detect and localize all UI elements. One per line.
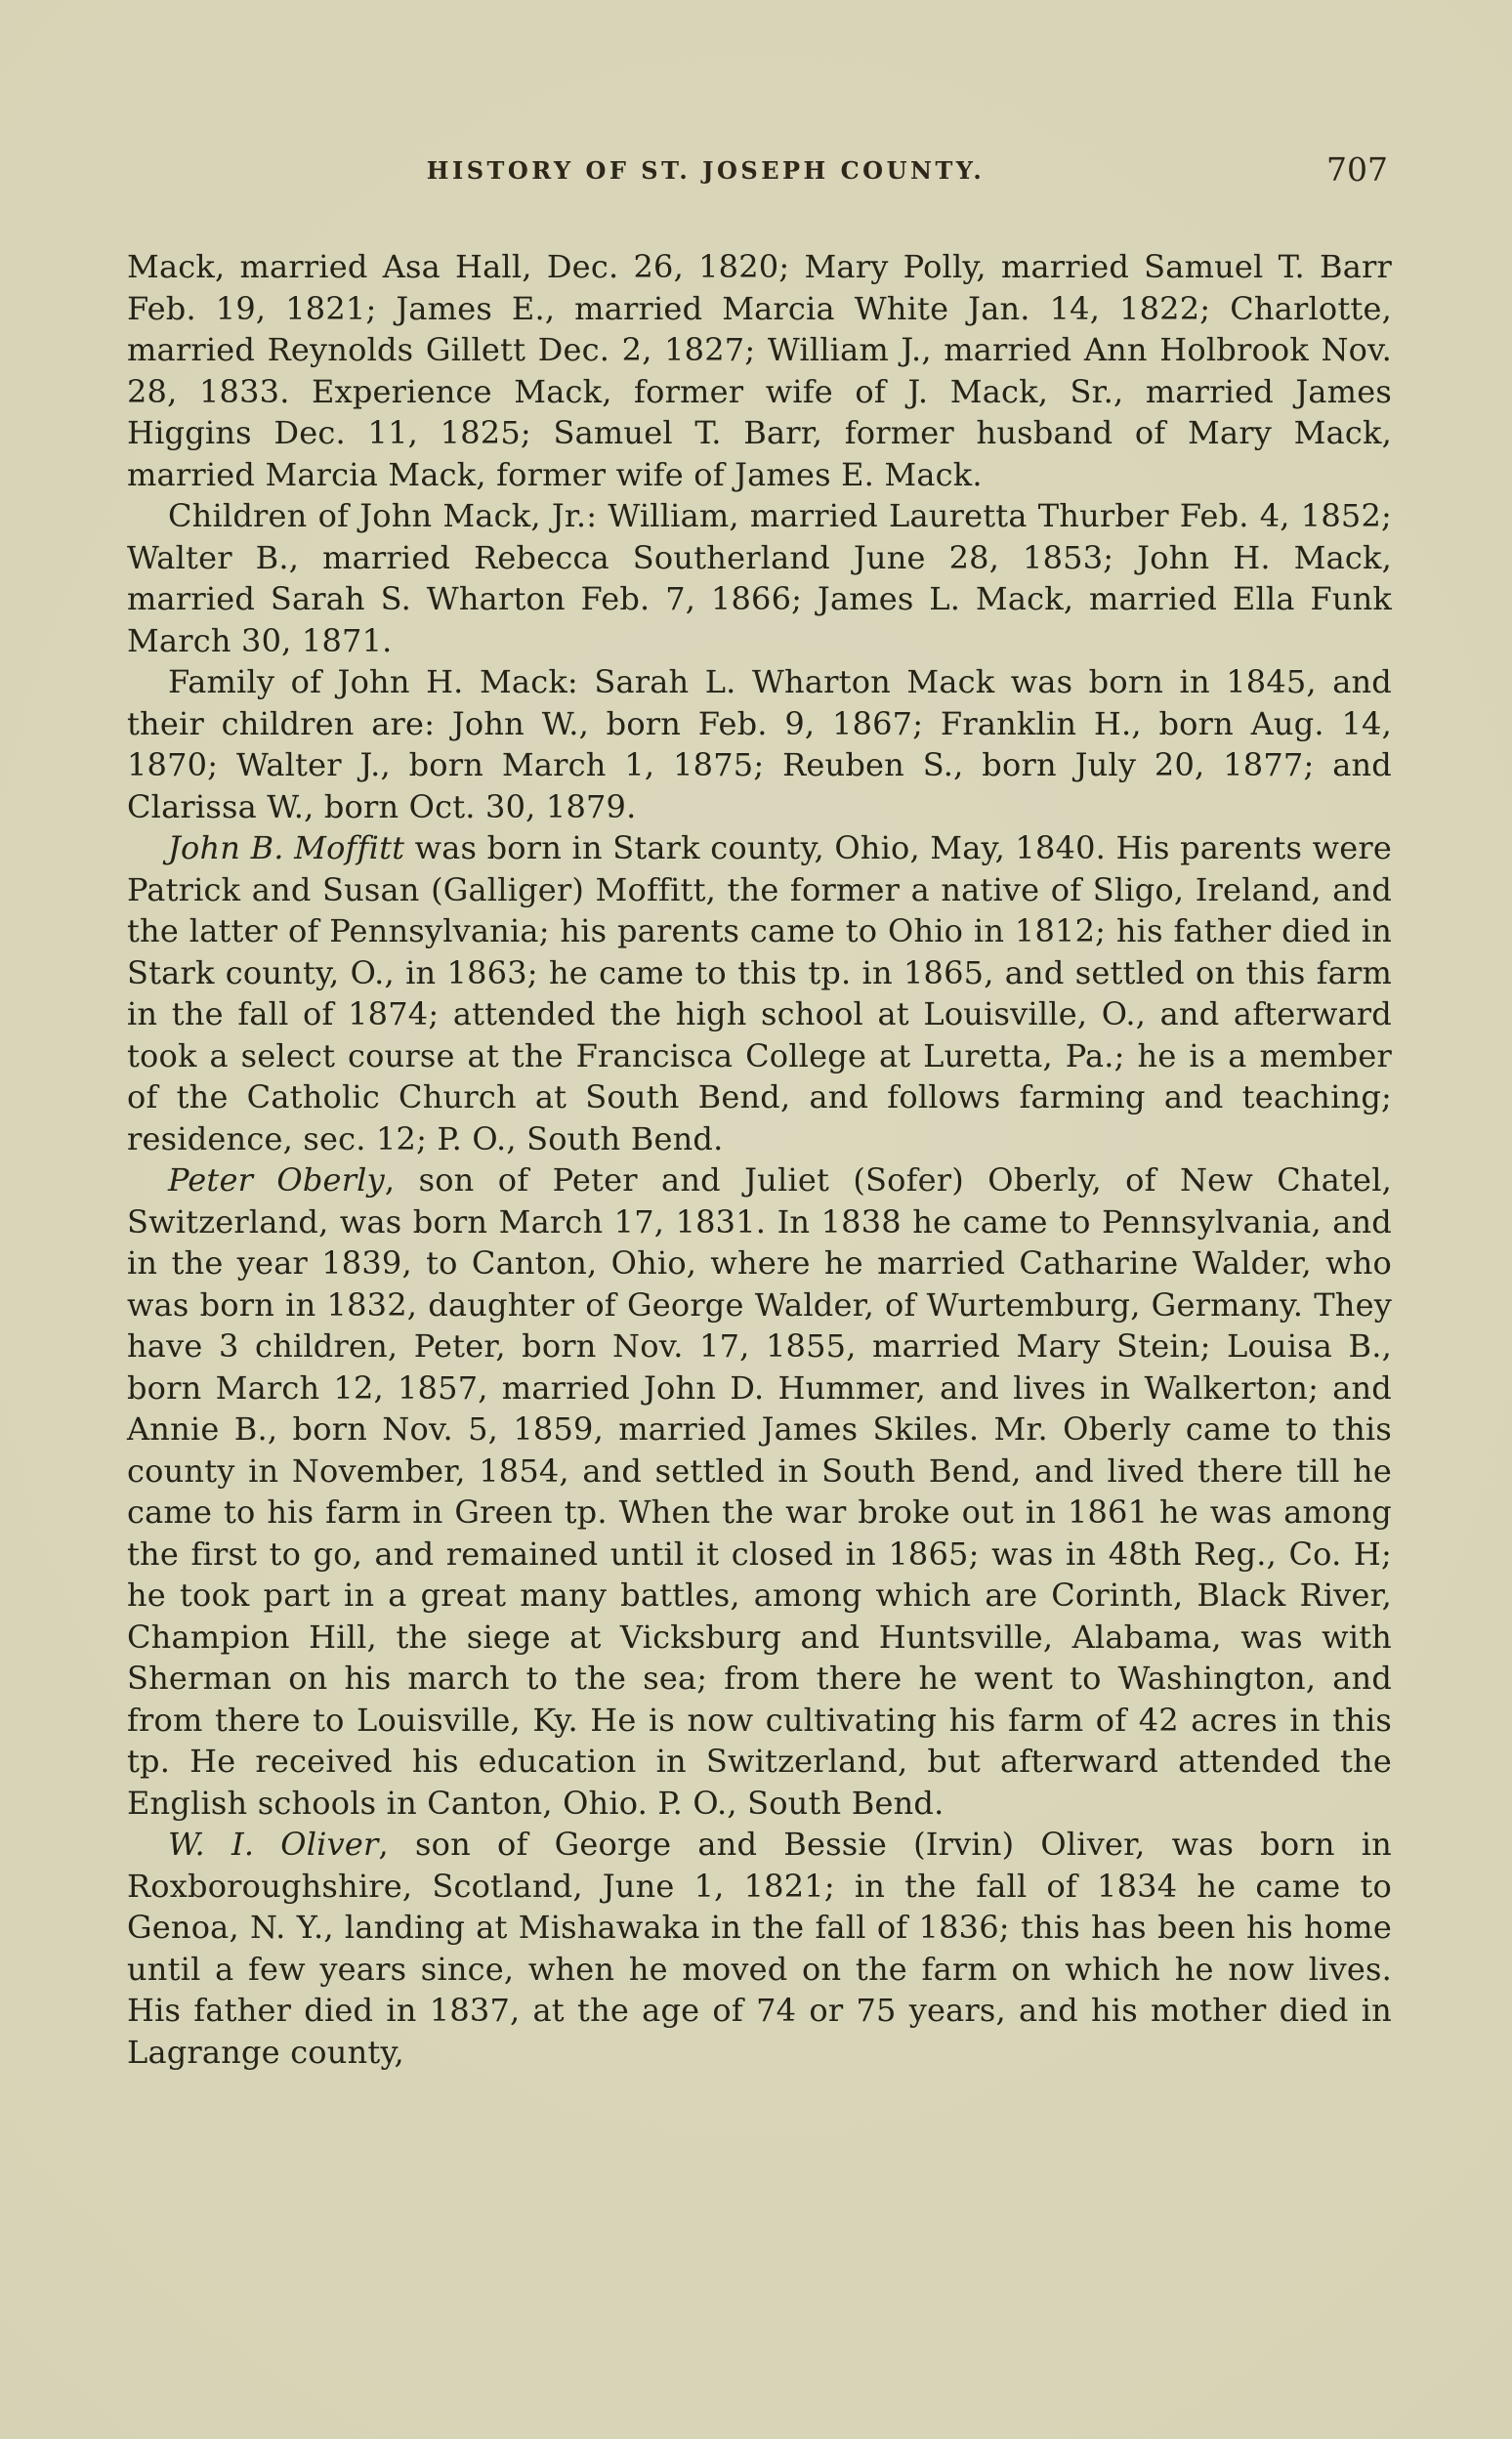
paragraph-text: Family of John H. Mack: Sarah L. Wharton Mack was born in 1845, and their children are: John W., born Feb. 9, 1867; Franklin H., born Aug. 14, 1870; Walter J., born March 1, 1875; Reuben S., born July 20, 1877; and Clarissa W., born Oct. 30, 1879. <box>127 663 1392 825</box>
page-header <box>127 150 1392 201</box>
paragraph-text: Mack, married Asa Hall, Dec. 26, 1820; Mary Polly, married Samuel T. Barr Feb. 19, 1821; James E., married Marcia White Jan. 14, 1822; Charlotte, married Reynolds Gillett Dec. 2, 1827; William J., married Ann Holbrook Nov. 28, 1833. Experience Mack, former wife of J. Mack, Sr., married James Higgins Dec. 11, 1825; Samuel T. Barr, former husband of Mary Mack, married Marcia Mack, former wife of James E. Mack. <box>127 248 1392 493</box>
text-block <box>127 246 1392 2073</box>
paragraph-john-b-moffitt <box>127 827 1392 1159</box>
running-title: HISTORY OF ST. JOSEPH COUNTY. <box>426 156 986 185</box>
page-number: 707 <box>1326 150 1388 189</box>
paragraph-text: was born in Stark county, Ohio, May, 1840. His parents were Patrick and Susan (Galliger) Moffitt, the former a native of Sligo, Ireland, and the latter of Pennsylvania; his parents came to Ohio in 1812; his father died in Stark county, O., in 1863; he came to this tp. in 1865, and settled on this farm in the fall of 1874; attended the high school at Louisville, O., and afterward took a select course at the Francisca College at Luretta, Pa.; he is a member of the Catholic Church at South Bend, and follows farming and teaching; residence, sec. 12; P. O., South Bend. <box>127 829 1393 1157</box>
paragraph-w-i-oliver <box>127 1824 1392 2073</box>
paragraph-text: , son of George and Bessie (Irvin) Oliver, was born in Roxboroughshire, Scotland, June 1, 1821; in the fall of 1834 he came to Genoa, N. Y., landing at Mishawaka in the fall of 1836; this has been his home until a few years since, when he moved on the farm on which he now lives. His father died in 1837, at the age of 74 or 75 years, and his mother died in Lagrange county, <box>127 1826 1392 2071</box>
paragraph-lead: W. I. Oliver <box>168 1826 379 1863</box>
paragraph-text: Children of John Mack, Jr.: William, married Lauretta Thurber Feb. 4, 1852; Walter B., married Rebecca Southerland June 28, 1853; John H. Mack, married Sarah S. Wharton Feb. 7, 1866; James L. Mack, married Ella Funk March 30, 1871. <box>127 497 1392 659</box>
paragraph-peter-oberly <box>127 1159 1392 1824</box>
paragraph-lead: John B. Moffitt <box>168 829 405 866</box>
paragraph-text: , son of Peter and Juliet (Sofer) Oberly, of New Chatel, Switzerland, was born March 17, 1831. In 1838 he came to Pennsylvania, and in the year 1839, to Canton, Ohio, where he married Catharine Walder, who was born in 1832, daughter of George Walder, of Wurtemburg, Germany. They have 3 children, Peter, born Nov. 17, 1855, married Mary Stein; Louisa B., born March 12, 1857, married John D. Hummer, and lives in Walkerton; and Annie B., born Nov. 5, 1859, married James Skiles. Mr. Oberly came to this county in November, 1854, and settled in South Bend, and lived there till he came to his farm in Green tp. When the war broke out in 1861 he was among the first to go, and remained until it closed in 1865; was in 48th Reg., Co. H; he took part in a great many battles, among which are Corinth, Black River, Champion Hill, the siege at Vicksburg and Huntsville, Alabama, was with Sherman on his march to the sea; from there he went to Washington, and from there to Louisville, Ky. He is now cultivating his farm of 42 acres in this tp. He received his education in Switzerland, but afterward attended the English schools in Canton, Ohio. P. O., South Bend. <box>127 1161 1392 1822</box>
paragraph-lead: Peter Oberly <box>168 1161 385 1198</box>
paragraph-children-john-mack <box>127 495 1392 661</box>
paragraph-family-john-h-mack <box>127 661 1392 827</box>
paragraph-mack-family <box>127 246 1392 495</box>
